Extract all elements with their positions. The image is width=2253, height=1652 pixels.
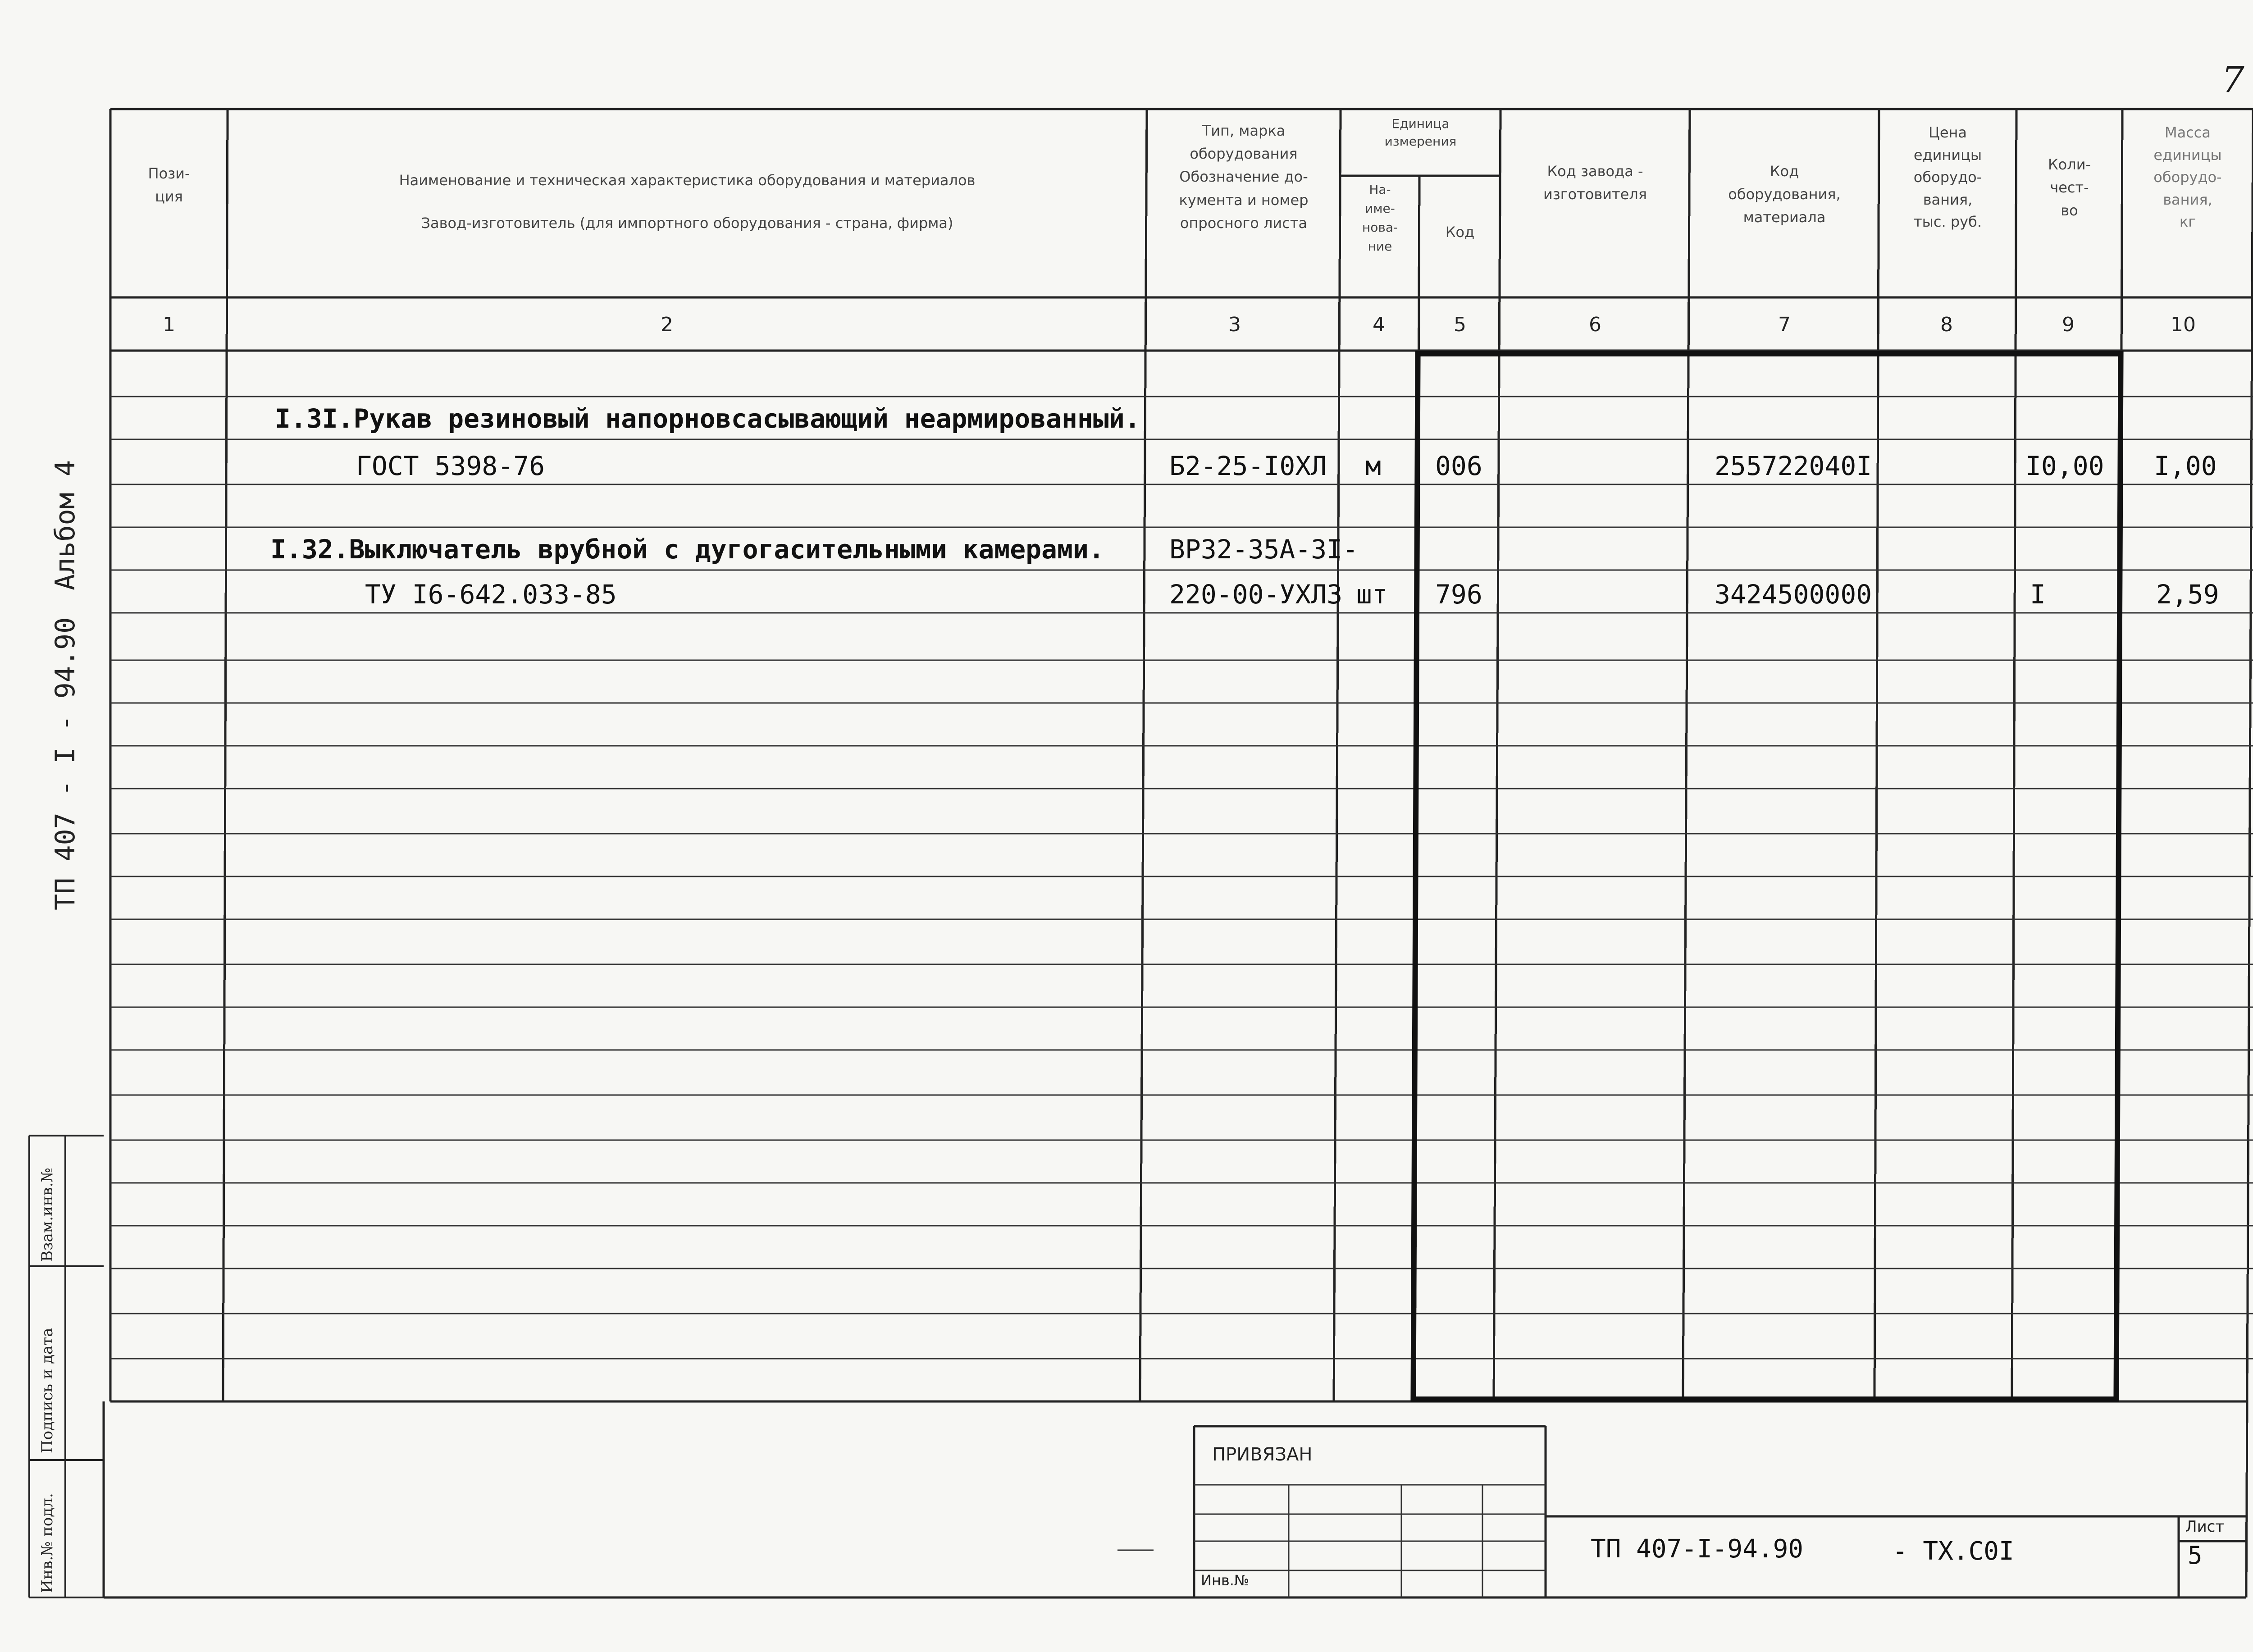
header-col4: На- име- нова- ние <box>1362 182 1398 254</box>
header-col2-line2: Завод-изготовитель (для импортного оборудования - страна, фирма) <box>421 214 953 232</box>
header-col45-group: Единица измерения <box>1384 116 1457 149</box>
column-number-5: 5 <box>1454 313 1466 336</box>
header-col9: Коли- чест- во <box>2048 156 2091 219</box>
column-number-3: 3 <box>1228 313 1241 336</box>
header-col3: Тип, марка оборудования Обозначение до- кумента и номер опросного листа <box>1179 122 1309 232</box>
column-number-6: 6 <box>1589 313 1601 336</box>
item-quantity: I <box>2030 579 2046 610</box>
item-unit-code: 796 <box>1435 579 1482 610</box>
side-box-replacement: Взам.инв.№ <box>38 1168 56 1262</box>
column-number-7: 7 <box>1778 313 1791 336</box>
column-number-9: 9 <box>2062 313 2075 336</box>
item-standard: ГОСТ 5398-76 <box>356 451 545 481</box>
column-number-8: 8 <box>1940 313 1953 336</box>
document-suffix: - ТХ.С0I <box>1893 1537 2014 1566</box>
sheet-number: 5 <box>2188 1541 2203 1570</box>
item-type: Б2-25-I0ХЛ <box>1169 451 1327 481</box>
header-col10: Масса единицы оборудо- вания, кг <box>2153 124 2222 231</box>
item-standard: ТУ I6-642.033-85 <box>365 579 617 610</box>
column-number-4: 4 <box>1373 313 1385 336</box>
side-box-inventory: Инв.№ подл. <box>38 1493 56 1593</box>
item-unit: м <box>1365 451 1381 481</box>
sheet-label: Лист <box>2185 1518 2225 1536</box>
header-col8: Цена единицы оборудо- вания, тыс. руб. <box>1913 124 1982 231</box>
side-project-label: ТП 407 - I - 94.90 <box>50 617 81 910</box>
item-unit: шт <box>1356 579 1388 610</box>
item-title: I.32.Выключатель врубной с дугогасительными камерами. <box>270 534 1104 565</box>
item-unit-code: 006 <box>1435 451 1482 481</box>
item-equipment-code: 255722040I <box>1715 451 1872 481</box>
item-title: I.3I.Рукав резиновый напорновсасывающий неармированный. <box>275 403 1140 434</box>
item-mass: 2,59 <box>2156 579 2219 610</box>
side-album-label: Альбом 4 <box>50 460 81 590</box>
item-equipment-code: 3424500000 <box>1715 579 1872 610</box>
column-number-10: 10 <box>2171 313 2196 336</box>
column-number-1: 1 <box>163 313 175 336</box>
stamp-inventory-label: Инв.№ <box>1201 1572 1250 1589</box>
item-mass: I,00 <box>2154 451 2217 481</box>
header-col7: Код оборудования, материала <box>1728 163 1841 226</box>
header-col6: Код завода - изготовителя <box>1543 163 1647 203</box>
header-col2-line1: Наименование и техническая характеристика оборудования и материалов <box>399 172 976 189</box>
item-quantity: I0,00 <box>2025 451 2104 481</box>
column-number-2: 2 <box>661 313 673 336</box>
stamp-privyazan: ПРИВЯЗАН <box>1212 1444 1313 1465</box>
item-type: ВР32-35А-3I- <box>1169 534 1359 565</box>
page-number-mark: 7 <box>2221 59 2244 100</box>
header-col5: Код <box>1445 224 1475 241</box>
item-type-continued: 220-00-УХЛ3 <box>1169 579 1343 610</box>
side-box-signature: Подпись и дата <box>38 1328 56 1453</box>
document-code: ТП 407-I-94.90 <box>1591 1534 1804 1564</box>
header-col1: Пози- ция <box>148 165 190 205</box>
